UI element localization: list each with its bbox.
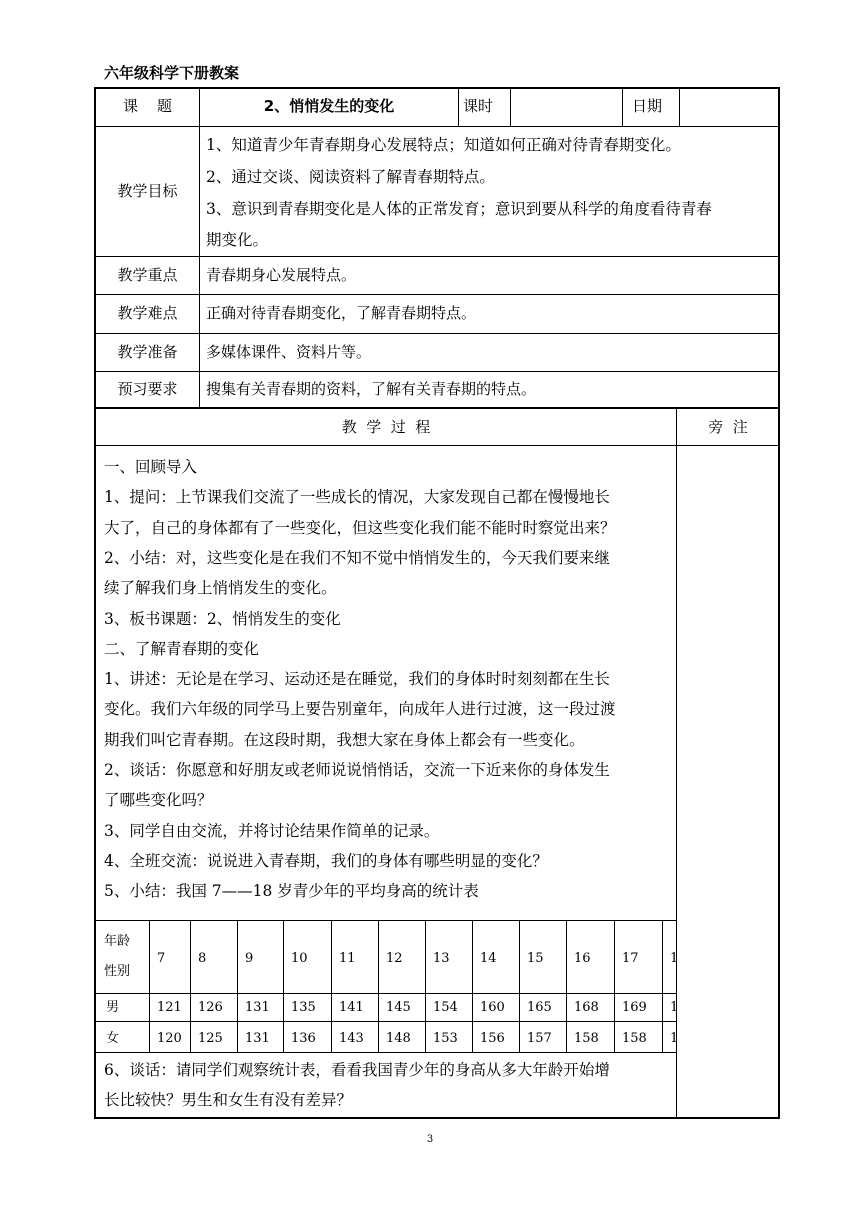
column-divider xyxy=(622,87,623,126)
column-divider xyxy=(458,87,459,126)
preparation-label: 教学准备 xyxy=(117,343,178,361)
process-line: 变化。我们六年级的同学马上要告别童年，向成年人进行过渡，这一段过渡 xyxy=(104,700,616,719)
stats-table-column-divider xyxy=(614,920,615,1052)
row-divider xyxy=(94,407,780,409)
stats-table-column-divider xyxy=(331,920,332,1052)
stats-table-border xyxy=(94,993,676,994)
stats-cell-value: 158 xyxy=(574,1031,599,1046)
row-divider xyxy=(94,371,780,372)
topic-value: 2、悄悄发生的变化 xyxy=(263,97,395,115)
stats-table-column-divider xyxy=(149,920,150,1052)
preview-value: 搜集有关青春期的资料，了解有关青春期的特点。 xyxy=(206,380,537,398)
stats-cell-value: 141 xyxy=(339,1000,364,1015)
process-line: 续了解我们身上悄悄发生的变化。 xyxy=(104,579,337,598)
row-divider xyxy=(94,294,780,295)
row-divider xyxy=(94,256,780,257)
stats-cell-value: 160 xyxy=(480,1000,505,1015)
stats-table-column-divider xyxy=(662,920,663,1052)
process-line: 6、谈话：请同学们观察统计表，看看我国青少年的身高从多大年龄开始增 xyxy=(104,1061,610,1079)
stats-row-label: 男 xyxy=(106,1000,120,1015)
process-line: 1、讲述：无论是在学习、运动还是在睡觉，我们的身体时时刻刻都在生长 xyxy=(104,670,610,689)
column-divider xyxy=(679,87,680,126)
stats-table-border xyxy=(94,920,676,921)
stats-age-header: 17 xyxy=(622,951,639,966)
date-label: 日期 xyxy=(632,97,663,115)
process-line: 长比较快？男生和女生有没有差异？ xyxy=(104,1091,353,1109)
process-line: 3、同学自由交流，并将讨论结果作简单的记录。 xyxy=(104,821,440,840)
stats-table-column-divider xyxy=(190,920,191,1052)
difficulty-value: 正确对待青春期变化，了解青春期特点。 xyxy=(206,304,477,322)
stats-cell-value: 126 xyxy=(198,1000,223,1015)
stats-table-border xyxy=(94,1021,676,1022)
notes-header: 旁 注 xyxy=(708,418,748,436)
stats-cell-value: 169 xyxy=(622,1000,647,1015)
stats-age-header: 11 xyxy=(339,951,356,966)
stats-cell-value: 168 xyxy=(574,1000,599,1015)
document-header: 六年级科学下册教案 xyxy=(104,64,240,82)
stats-cell-value: 131 xyxy=(245,1031,270,1046)
objective-line: 3、意识到青春期变化是人体的正常发育；意识到要从科学的角度看待青春 xyxy=(206,200,712,218)
stats-table-column-divider xyxy=(472,920,473,1052)
stats-cell-value: 125 xyxy=(198,1031,223,1046)
process-line: 大了，自己的身体都有了一些变化，但这些变化我们能不能时时察觉出来？ xyxy=(104,518,616,537)
preview-label: 预习要求 xyxy=(117,380,178,398)
stats-cell-value: 136 xyxy=(291,1031,316,1046)
objectives-label: 教学目标 xyxy=(117,182,178,200)
stats-cell-value: 158 xyxy=(622,1031,647,1046)
row-divider xyxy=(94,333,780,334)
stats-cell-value: 156 xyxy=(480,1031,505,1046)
stats-cell-value: 154 xyxy=(433,1000,458,1015)
process-line: 5、小结：我国 7——18 岁青少年的平均身高的统计表 xyxy=(104,882,479,901)
stats-cell-value: 135 xyxy=(291,1000,316,1015)
objective-line: 1、知道青少年青春期身心发展特点；知道如何正确对待青春期变化。 xyxy=(206,136,681,154)
process-line: 一、回顾导入 xyxy=(104,458,198,476)
stats-age-header: 12 xyxy=(386,951,403,966)
process-line: 二、了解青春期的变化 xyxy=(104,639,260,658)
stats-table-column-divider xyxy=(425,920,426,1052)
stats-cell-value: 131 xyxy=(245,1000,270,1015)
row-divider xyxy=(94,126,780,127)
stats-cell-value: 1 xyxy=(670,1000,679,1015)
stats-table-column-divider xyxy=(378,920,379,1052)
stats-table-column-divider xyxy=(519,920,520,1052)
stats-corner-age: 年龄 xyxy=(104,934,131,949)
stats-cell-value: 148 xyxy=(386,1031,411,1046)
stats-age-header: 10 xyxy=(291,951,308,966)
objective-line: 2、通过交谈、阅读资料了解青春期特点。 xyxy=(206,168,495,186)
stats-age-header: 16 xyxy=(574,951,591,966)
stats-cell-value: 165 xyxy=(527,1000,552,1015)
process-line: 4、全班交流：说说进入青春期，我们的身体有哪些明显的变化？ xyxy=(104,851,548,870)
stats-table-column-divider xyxy=(566,920,567,1052)
column-divider xyxy=(199,87,200,407)
difficulty-label: 教学难点 xyxy=(117,304,178,322)
process-line: 了哪些变化吗？ xyxy=(104,791,213,810)
process-line: 2、小结：对，这些变化是在我们不知不觉中悄悄发生的，今天我们要来继 xyxy=(104,548,610,567)
stats-cell-value: 143 xyxy=(339,1031,364,1046)
topic-label: 课 题 xyxy=(122,97,173,115)
stats-cell-value: 145 xyxy=(386,1000,411,1015)
process-header: 教 学 过 程 xyxy=(341,418,431,436)
stats-row-label: 女 xyxy=(106,1031,120,1046)
stats-age-header: 15 xyxy=(527,951,544,966)
stats-table-column-divider xyxy=(283,920,284,1052)
process-line: 1、提问：上节课我们交流了一些成长的情况，大家发现自己都在慢慢地长 xyxy=(104,488,610,507)
process-line: 2、谈话：你愿意和好朋友或老师说说悄悄话，交流一下近来你的身体发生 xyxy=(104,761,610,779)
process-line: 期我们叫它青春期。在这段时期，我想大家在身体上都会有一些变化。 xyxy=(104,730,585,749)
stats-table-border xyxy=(94,1052,676,1053)
period-label: 课时 xyxy=(463,97,494,115)
stats-corner-gender: 性别 xyxy=(104,964,131,979)
preparation-value: 多媒体课件、资料片等。 xyxy=(206,343,372,361)
stats-cell-value: 121 xyxy=(157,1000,182,1015)
row-divider xyxy=(94,445,780,446)
stats-age-header: 14 xyxy=(480,951,497,966)
stats-age-header: 9 xyxy=(245,951,254,966)
objective-line: 期变化。 xyxy=(206,231,269,249)
stats-cell-value: 1 xyxy=(670,1031,679,1046)
stats-age-header: 1 xyxy=(670,951,679,966)
stats-age-header: 13 xyxy=(433,951,450,966)
stats-age-header: 7 xyxy=(157,951,166,966)
key-point-value: 青春期身心发展特点。 xyxy=(206,266,357,284)
page-number: 3 xyxy=(426,1134,434,1145)
stats-cell-value: 120 xyxy=(157,1031,182,1046)
stats-table-column-divider xyxy=(237,920,238,1052)
stats-age-header: 8 xyxy=(198,951,207,966)
stats-cell-value: 157 xyxy=(527,1031,552,1046)
key-point-label: 教学重点 xyxy=(117,266,178,284)
stats-cell-value: 153 xyxy=(433,1031,458,1046)
column-divider xyxy=(510,87,511,126)
process-line: 3、板书课题：2、悄悄发生的变化 xyxy=(104,609,341,628)
